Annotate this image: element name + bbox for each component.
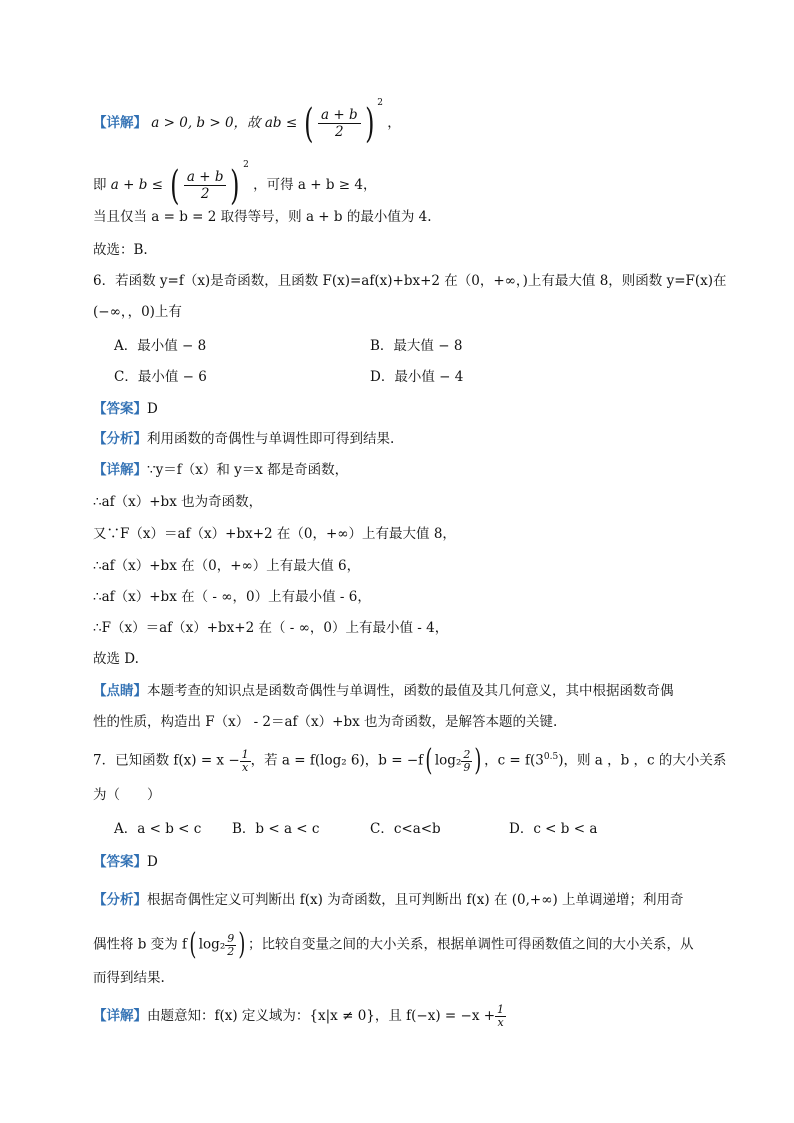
q7-detail-text-1: 由题意知：f(x) 定义域为：{x|x ≠ 0}，且 f(−x) = −x +	[147, 1008, 496, 1024]
q6-option-a: A．最小值 − 8	[114, 338, 207, 354]
q7-answer-line	[93, 852, 158, 872]
q7-stem-end: )，则 a ，b ，c 的大小关系	[558, 752, 727, 769]
log-text: log₂	[434, 752, 462, 769]
result-text: ，可得 a + b ≥ 4，	[253, 177, 377, 193]
q6-comment-1	[93, 681, 674, 701]
q7-answer: D	[147, 854, 158, 870]
q7-option-d: D．c < b < a	[509, 821, 598, 837]
q7-analysis-text-1: 根据奇偶性定义可判断出 f(x) 为奇函数，且可判断出 f(x) 在 (0,+∞) 上单调递增；利用奇	[147, 892, 684, 908]
q7-analysis-3: 而得到结果.	[93, 970, 165, 986]
q6-analysis-line	[93, 429, 394, 449]
q7-stem-2: 为（ ）	[93, 787, 161, 803]
q6-stem-1: 6．若函数 y=f（x)是奇函数，且函数 F(x)=af(x)+bx+2 在（0，+∞，)上有最大值 8，则函数 y=F(x)在	[93, 273, 727, 289]
a-plus-b-text: a + b ≤	[110, 177, 163, 193]
q6-detail-4: ∴af（x）+bx 在（0，+∞）上有最大值 6，	[93, 558, 361, 574]
fraction-a-plus-b: $\frac{a + b}{2}$	[318, 107, 361, 140]
q7-c-def: ，c = f(3	[484, 752, 544, 769]
q6-option-c: C．最小值 − 6	[114, 369, 207, 385]
detail-line-2	[93, 155, 377, 209]
left-paren: (	[170, 162, 180, 209]
detail-line-3: 当且仅当 a = b = 2 取得等号，则 a + b 的最小值为 4.	[93, 209, 432, 225]
detail-line-4: 故选：B.	[93, 242, 148, 258]
right-paren: )	[364, 100, 375, 147]
answer-tag: 【答案】	[93, 401, 147, 417]
q6-detail-3: 又∵F（x）＝af（x）+bx+2 在（0，+∞）上有最大值 8，	[93, 526, 456, 542]
q6-detail-2: ∴af（x）+bx 也为奇函数，	[93, 494, 263, 510]
q6-detail-text-1: ∵y＝f（x）和 y＝x 都是奇函数，	[147, 462, 349, 478]
q7-analysis-1	[93, 890, 684, 910]
comma-text: ，	[387, 115, 401, 131]
q6-answer-line	[93, 399, 158, 419]
condition-text: a > 0, b > 0，故	[151, 115, 261, 131]
q7-option-b: B．b < a < c	[232, 821, 320, 837]
fraction-1-over-x: $\frac{1}{x}$	[497, 1003, 505, 1029]
q6-answer: D	[147, 401, 158, 417]
right-paren: )	[238, 927, 246, 962]
q7-analysis-text-2: ；比较自变量之间的大小关系，根据单调性可得函数值之间的大小关系，从	[247, 936, 694, 953]
left-paren: (	[425, 743, 433, 778]
left-paren: (	[189, 927, 197, 962]
q7-option-a: A．a < b < c	[114, 821, 202, 837]
q7-a-b-def: ，若 a = f(log₂ 6)，b = −f	[250, 752, 424, 769]
right-paren: )	[474, 743, 482, 778]
q7-analysis-2	[93, 927, 694, 962]
comment-tag: 【点睛】	[93, 683, 147, 699]
detail-tag: 【详解】	[93, 115, 147, 131]
q6-option-d: D．最小值 − 4	[370, 369, 464, 385]
log-text: log₂	[198, 936, 226, 953]
analysis-tag: 【分析】	[93, 431, 147, 447]
q7-option-c: C．c<a<b	[370, 821, 441, 837]
q7-analysis-prefix: 偶性将 b 变为 f	[93, 936, 188, 953]
fraction-1-over-x: $\frac{1}{x}$	[241, 747, 249, 774]
fraction-a-plus-b: $\frac{a + b}{2}$	[184, 169, 227, 202]
square-exponent: 2	[243, 160, 249, 170]
q6-detail-5: ∴af（x）+bx 在（ - ∞，0）上有最小值 - 6，	[93, 589, 371, 605]
answer-tag: 【答案】	[93, 854, 147, 870]
ab-text: ab ≤	[264, 115, 298, 131]
right-paren: )	[230, 162, 240, 209]
detail-tag: 【详解】	[93, 462, 147, 478]
detail-tag: 【详解】	[93, 1008, 147, 1024]
q6-stem-2: (−∞，，0)上有	[93, 304, 182, 320]
q7-detail-1	[93, 1004, 506, 1029]
q6-analysis: 利用函数的奇偶性与单调性即可得到结果.	[147, 431, 395, 447]
q6-comment-text-1: 本题考查的知识点是函数奇偶性与单调性，函数的最值及其几何意义，其中根据函数奇偶	[147, 683, 674, 699]
q7-stem-1	[93, 743, 727, 778]
fraction-9-over-2: $\frac{9}{2}$	[227, 931, 235, 958]
q6-detail-7: 故选 D.	[93, 651, 139, 667]
q6-detail-6: ∴F（x）＝af（x）+bx+2 在（ - ∞，0）上有最小值 - 4，	[93, 620, 449, 636]
fraction-2-over-9: $\frac{2}{9}$	[463, 747, 471, 774]
analysis-tag: 【分析】	[93, 892, 147, 908]
detail-line-1	[93, 93, 401, 147]
exponent: 0.5	[543, 752, 559, 762]
q6-detail-1	[93, 460, 348, 480]
q7-function-def: 7．已知函数 f(x) = x −	[93, 752, 240, 769]
square-exponent: 2	[377, 98, 383, 108]
q6-option-b: B．最大值 − 8	[370, 338, 463, 354]
prefix-text: 即	[93, 177, 107, 193]
q6-comment-2: 性的性质，构造出 F（x） - 2＝af（x）+bx 也为奇函数，是解答本题的关键.	[93, 714, 558, 730]
left-paren: (	[304, 100, 314, 147]
